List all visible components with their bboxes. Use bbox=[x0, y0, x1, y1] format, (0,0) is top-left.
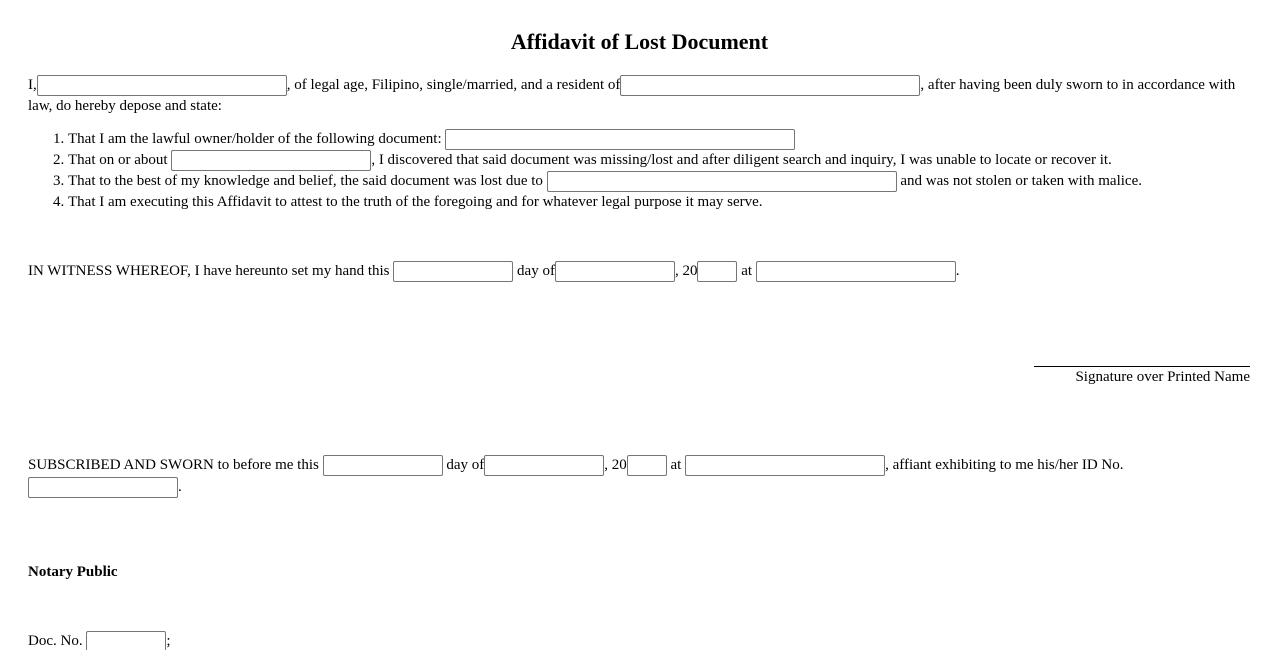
list-item bbox=[68, 171, 1142, 192]
signature-block bbox=[1034, 356, 1250, 386]
sworn-paragraph bbox=[28, 454, 1188, 498]
witness-end: . bbox=[955, 262, 960, 279]
witness-prefix: IN WITNESS WHEREOF, I have hereunto set my hand this bbox=[28, 262, 390, 279]
loss-cause-input[interactable] bbox=[547, 171, 897, 192]
affiant-name-input[interactable] bbox=[37, 75, 287, 96]
sworn-day-of: day of bbox=[446, 457, 485, 473]
witness-day-of: day of bbox=[517, 262, 555, 279]
document-description-input[interactable] bbox=[445, 129, 795, 150]
statement-list bbox=[28, 129, 1142, 213]
sworn-place-input[interactable] bbox=[685, 455, 885, 476]
witness-year-prefix: , 20 bbox=[674, 262, 698, 279]
sworn-end: . bbox=[178, 479, 182, 496]
sworn-month-input[interactable] bbox=[484, 455, 604, 476]
signature-label: Signature over Printed Name bbox=[1075, 369, 1250, 385]
doc-number-end: ; bbox=[166, 632, 171, 649]
intro-text-1: , of legal age, Filipino, single/married, and a resident of bbox=[286, 77, 621, 93]
item-4-text: That I am executing this Affidavit to attest to the truth of the foregoing and for whatever legal purpose it may serve. bbox=[68, 194, 763, 211]
intro-paragraph bbox=[28, 75, 1248, 116]
list-item bbox=[68, 192, 1142, 213]
item-1-text: That I am the lawful owner/holder of the following document: bbox=[68, 131, 442, 147]
list-item bbox=[68, 129, 1142, 150]
intro-text-2: , after having been duly sworn to in accordance with law, do hereby depose and state: bbox=[28, 77, 1236, 115]
witness-paragraph bbox=[28, 261, 960, 282]
witness-place-input[interactable] bbox=[756, 261, 956, 282]
witness-day-input[interactable] bbox=[393, 261, 513, 282]
sworn-day-input[interactable] bbox=[323, 455, 443, 476]
witness-month-input[interactable] bbox=[555, 261, 675, 282]
lost-date-input[interactable] bbox=[171, 150, 371, 171]
notary-heading: Notary Public bbox=[28, 564, 118, 580]
residence-input[interactable] bbox=[620, 75, 920, 96]
doc-number-input[interactable] bbox=[86, 631, 166, 650]
page-title: Affidavit of Lost Document bbox=[510, 29, 769, 54]
sworn-prefix: SUBSCRIBED AND SWORN to before me this bbox=[28, 457, 319, 473]
doc-number-row bbox=[28, 631, 171, 650]
witness-at: at bbox=[741, 262, 753, 279]
list-item bbox=[68, 150, 1142, 171]
sworn-suffix: , affiant exhibiting to me his/her ID No. bbox=[885, 457, 1124, 473]
witness-year-input[interactable] bbox=[697, 261, 737, 282]
item-2-text-after: , I discovered that said document was missing/lost and after diligent search and inquiry, I was unable to locate or recover it. bbox=[371, 152, 1112, 169]
sworn-year-prefix: , 20 bbox=[604, 457, 627, 473]
intro-prefix: I, bbox=[28, 77, 37, 93]
doc-number-label: Doc. No. bbox=[28, 632, 83, 649]
sworn-at: at bbox=[670, 457, 682, 473]
signature-line bbox=[1034, 366, 1250, 367]
item-3-text-after: and was not stolen or taken with malice. bbox=[900, 173, 1142, 190]
item-2-text-before: That on or about bbox=[68, 152, 168, 169]
sworn-year-input[interactable] bbox=[627, 455, 667, 476]
item-3-text-before: That to the best of my knowledge and belief, the said document was lost due to bbox=[68, 173, 543, 190]
id-number-input[interactable] bbox=[28, 477, 178, 498]
